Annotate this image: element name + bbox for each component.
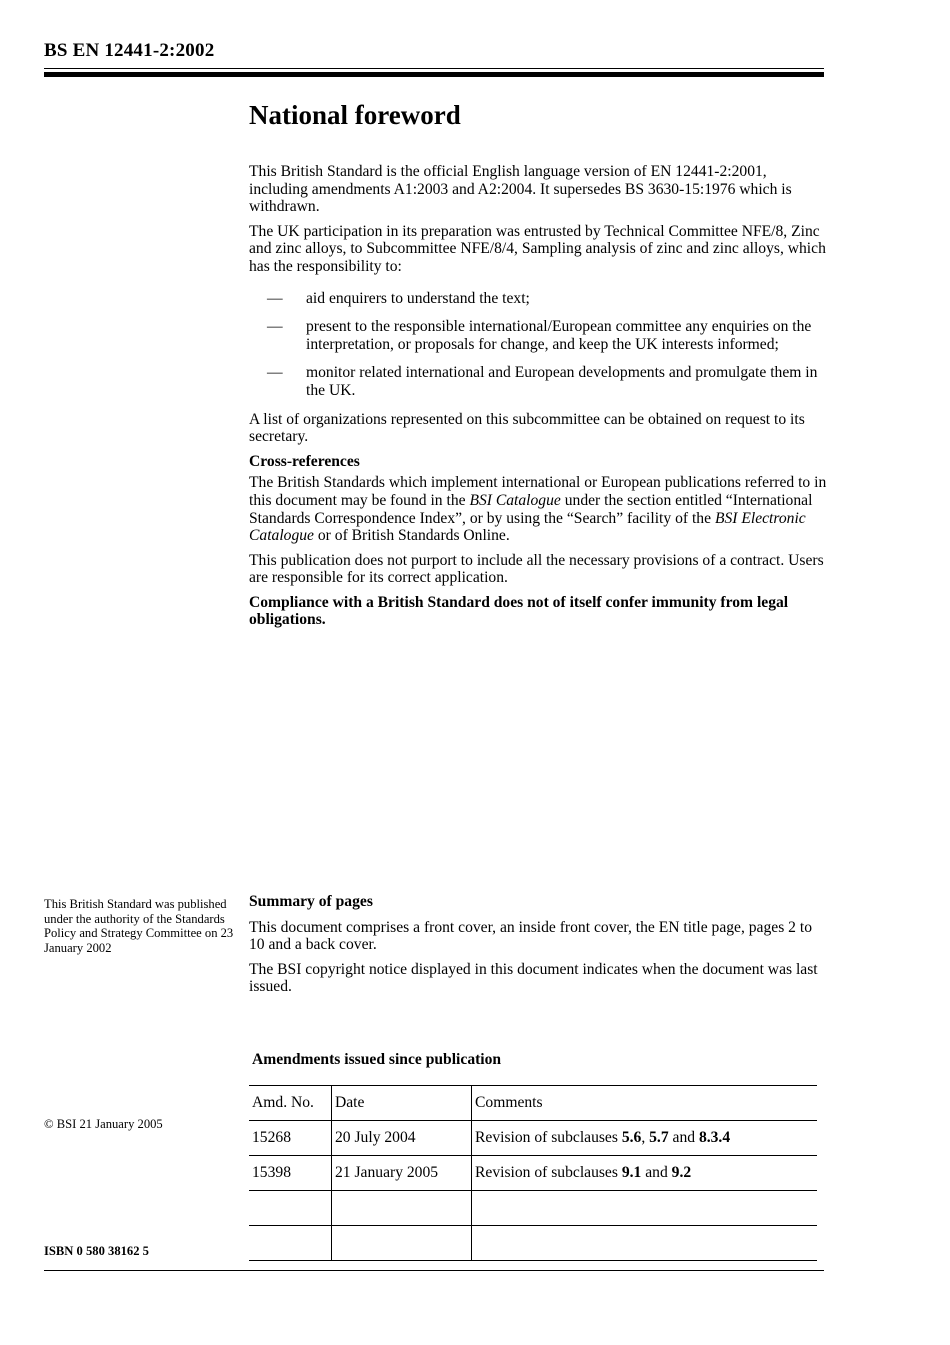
amendment-number: 15268	[249, 1121, 332, 1156]
table-row	[249, 1156, 817, 1191]
isbn: ISBN 0 580 38162 5	[44, 1244, 149, 1258]
dash-bullet: —	[267, 289, 283, 307]
comment-text: Revision of subclauses	[475, 1164, 622, 1181]
header-thin-rule	[44, 68, 824, 69]
bsi-catalogue-title: BSI Catalogue	[469, 491, 561, 509]
foreword-body	[249, 163, 829, 636]
bsi-electronic-catalogue-title: BSI Electronic Catalogue	[249, 509, 806, 545]
comment-text: Revision of subclauses	[475, 1129, 622, 1146]
dash-bullet: —	[267, 364, 283, 382]
subclause-ref: 9.2	[671, 1164, 692, 1181]
empty-cell	[332, 1226, 472, 1261]
intro-paragraph: This British Standard is the official English language version of EN 12441-2:2001, including amendments A1:2003 and A2:2004. It supersedes BS 3630-15:1976 which is withdrawn.	[249, 163, 792, 216]
dash-bullet: —	[267, 318, 283, 336]
amendments-table	[249, 1085, 817, 1261]
table-row	[249, 1121, 817, 1156]
comment-separator: ,	[641, 1129, 650, 1146]
list-item-text: present to the responsible international/European committee any enquiries on the interpretation, or proposals for change, and keep the UK interests informed;	[306, 318, 812, 353]
header-thick-rule	[44, 72, 824, 77]
comment-separator: and	[668, 1129, 699, 1146]
subclause-ref: 5.6	[621, 1129, 642, 1146]
footer-rule	[44, 1270, 824, 1271]
summary-heading: Summary of pages	[249, 893, 373, 910]
table-row-empty	[249, 1191, 817, 1226]
crossref-text-1: The British Standards which implement international or European publications referred to in this document may be found in the	[249, 474, 827, 509]
crossref-text-2: under the section entitled “International Standards Correspondence Index”, or by using the “Search” facility of the	[249, 491, 813, 527]
crossref-heading: Cross-references	[249, 452, 360, 470]
provisions-paragraph: This publication does not purport to include all the necessary provisions of a contract. Users are responsible for its correct application.	[249, 551, 824, 587]
organizations-paragraph: A list of organizations represented on this subcommittee can be obtained on request to its secretary.	[249, 410, 805, 446]
amendments-title: Amendments issued since publication	[252, 1051, 502, 1068]
table-header-row	[249, 1086, 817, 1121]
list-item	[249, 364, 829, 399]
column-header: Comments	[472, 1086, 818, 1121]
amendment-number: 15398	[249, 1156, 332, 1191]
publication-note: This British Standard was published under the authority of the Standards Policy and Strategy Committee on 23 January 2002	[44, 897, 234, 955]
subclause-ref: 9.1	[621, 1164, 642, 1181]
amendment-comment	[472, 1156, 818, 1191]
document-id: BS EN 12441-2:2002	[44, 40, 215, 61]
summary-section	[249, 893, 829, 1003]
column-header: Date	[332, 1086, 472, 1121]
subclause-ref: 5.7	[649, 1129, 669, 1146]
list-item	[249, 290, 829, 308]
table-row-empty	[249, 1226, 817, 1261]
list-item-text: monitor related international and European developments and promulgate them in the UK.	[306, 364, 818, 399]
page-title: National foreword	[249, 100, 461, 130]
copyright-notice-paragraph: The BSI copyright notice displayed in this document indicates when the document was last issued.	[249, 960, 818, 996]
amendment-date: 20 July 2004	[332, 1121, 472, 1156]
empty-cell	[472, 1191, 818, 1226]
empty-cell	[472, 1226, 818, 1261]
empty-cell	[249, 1191, 332, 1226]
empty-cell	[332, 1191, 472, 1226]
participation-paragraph: The UK participation in its preparation was entrusted by Technical Committee NFE/8, Zinc and zinc alloys, to Subcommittee NFE/8/4, Sampling analysis of zinc and zinc alloys, which has the responsibility to:	[249, 222, 826, 275]
compliance-statement: Compliance with a British Standard does not of itself confer immunity from legal obligations.	[249, 593, 789, 629]
amendment-date: 21 January 2005	[332, 1156, 472, 1191]
responsibility-list	[249, 290, 829, 400]
comment-separator: and	[641, 1164, 672, 1181]
subclause-ref: 8.3.4	[698, 1129, 731, 1146]
list-item-text: aid enquirers to understand the text;	[306, 289, 530, 307]
amendment-comment	[472, 1121, 818, 1156]
summary-paragraph: This document comprises a front cover, an inside front cover, the EN title page, pages 2 to 10 and a back cover.	[249, 918, 812, 954]
crossref-text-3: or of British Standards Online.	[313, 527, 510, 545]
list-item	[249, 318, 829, 353]
column-header: Amd. No.	[249, 1086, 332, 1121]
crossref-paragraph	[249, 474, 829, 544]
empty-cell	[249, 1226, 332, 1261]
copyright-line: © BSI 21 January 2005	[44, 1117, 163, 1131]
